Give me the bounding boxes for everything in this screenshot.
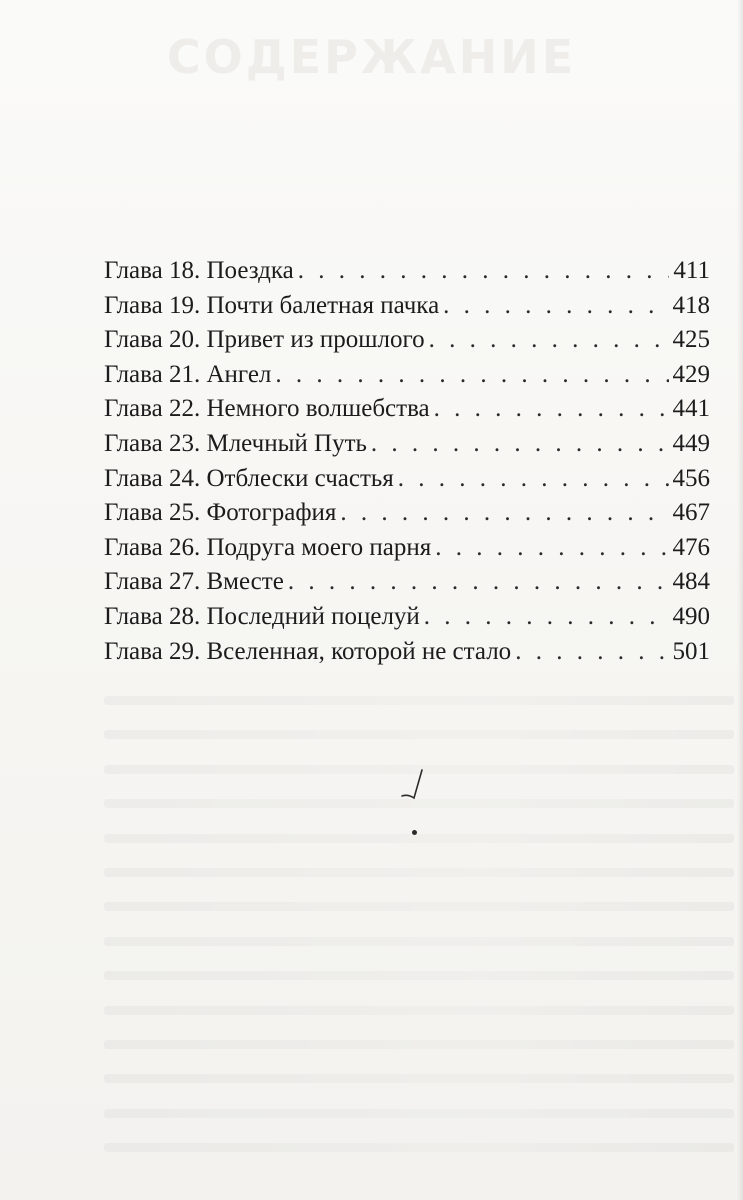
toc-entry — [104, 427, 710, 462]
toc-entry — [104, 289, 710, 324]
toc-entry-page: 418 — [672, 291, 710, 319]
toc-entry — [104, 496, 710, 531]
toc-entry — [104, 531, 710, 566]
show-through-line — [104, 680, 734, 714]
show-through-line — [104, 852, 734, 886]
toc-entry-title: Глава 21. Ангел — [104, 360, 272, 388]
toc-entry-title: Глава 24. Отблески счастья — [104, 464, 394, 492]
dot-leader — [298, 254, 670, 289]
toc-entry — [104, 254, 710, 289]
dot-leader — [435, 531, 668, 566]
show-through-line — [104, 990, 734, 1024]
toc-entry-title: Глава 26. Подруга моего парня — [104, 533, 432, 561]
show-through-line — [104, 714, 734, 748]
toc-entry-title: Глава 20. Привет из прошлого — [104, 326, 425, 354]
toc-entry-page: 476 — [672, 533, 710, 561]
toc-entry-title: Глава 25. Фотография — [104, 499, 337, 527]
toc-entry — [104, 600, 710, 635]
dot-leader — [434, 392, 669, 427]
toc-entry-title: Глава 22. Немного волшебства — [104, 395, 430, 423]
show-through-text — [104, 680, 734, 1161]
toc-entry — [104, 462, 710, 497]
dot-leader — [340, 496, 668, 531]
toc-entry-page: 411 — [673, 257, 710, 284]
dot-leader — [424, 600, 669, 635]
toc-entry-title: Глава 27. Вместе — [104, 568, 284, 596]
toc-entry — [104, 635, 710, 670]
page-edge-shadow — [737, 0, 743, 1200]
show-through-line — [104, 886, 734, 920]
show-through-line — [104, 1127, 734, 1161]
toc-entry-title: Глава 29. Вселенная, которой не стало — [104, 637, 512, 665]
show-through-line — [104, 818, 734, 852]
toc-entry-title: Глава 18. Поездка — [104, 257, 294, 284]
toc-entry-title: Глава 28. Последний поцелуй — [104, 602, 420, 630]
toc-entry-page: 441 — [672, 395, 710, 423]
show-through-line — [104, 955, 734, 989]
dot-leader — [515, 635, 668, 670]
toc-entry — [104, 565, 710, 600]
show-through-line — [104, 1058, 734, 1092]
toc-entry — [104, 323, 710, 358]
dot-leader — [429, 323, 669, 358]
dot-leader — [371, 427, 669, 462]
toc-entry-page: 456 — [672, 464, 710, 492]
toc-entry-page: 484 — [672, 568, 710, 596]
dot-leader — [443, 289, 668, 324]
toc-entry-page: 429 — [672, 360, 710, 388]
toc-entry — [104, 358, 710, 393]
toc-entry — [104, 392, 710, 427]
dot-leader — [275, 358, 668, 393]
toc-entry-page: 467 — [672, 499, 710, 527]
dot-leader — [288, 565, 669, 600]
table-of-contents — [104, 254, 710, 669]
toc-entry-title: Глава 19. Почти балетная пачка — [104, 291, 440, 319]
ink-dot — [412, 830, 417, 835]
toc-entry-page: 449 — [672, 429, 710, 457]
dot-leader — [398, 462, 669, 497]
pen-mark-icon — [398, 764, 428, 808]
show-through-line — [104, 921, 734, 955]
page-title: СОДЕРЖАНИЕ — [166, 30, 577, 84]
toc-entry-title: Глава 23. Млечный Путь — [104, 429, 367, 457]
show-through-line — [104, 1024, 734, 1058]
toc-entry-page: 490 — [672, 602, 710, 630]
toc-entry-page: 425 — [672, 326, 710, 354]
toc-entry-page: 501 — [672, 637, 710, 665]
show-through-line — [104, 1093, 734, 1127]
